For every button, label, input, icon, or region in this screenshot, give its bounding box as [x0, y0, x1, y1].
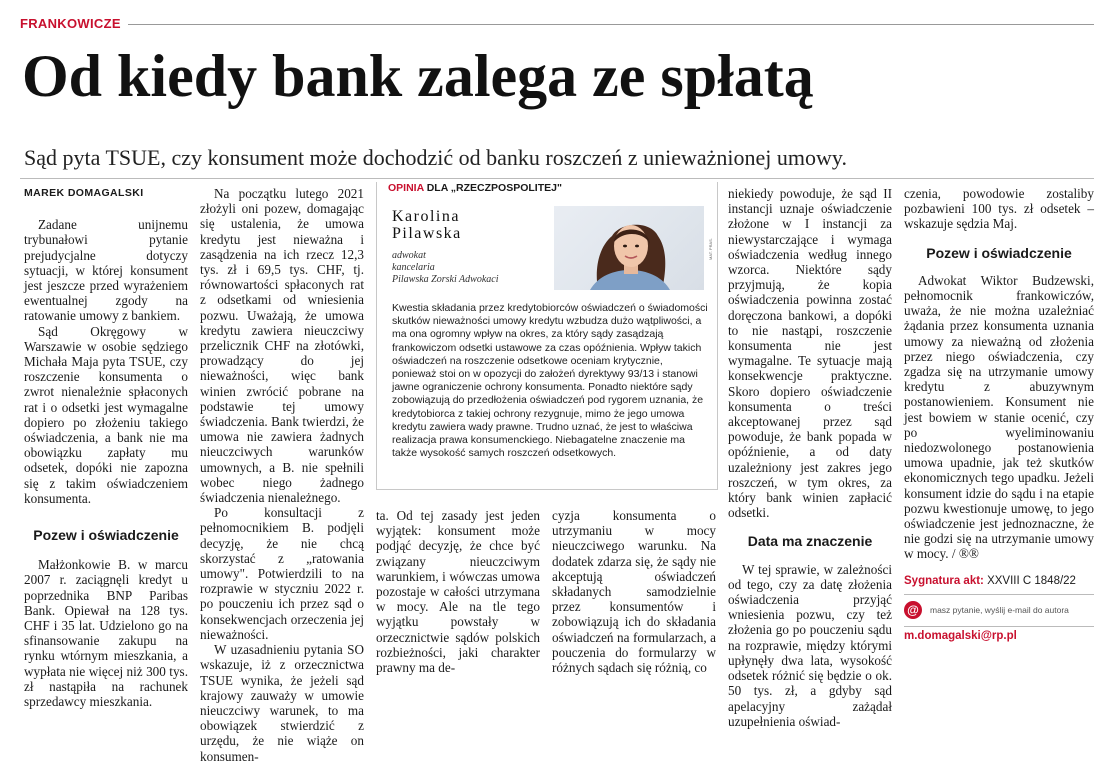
contact-note: masz pytanie, wyślij e-mail do autora: [930, 605, 1069, 615]
paragraph: niekiedy powoduje, że sąd II instancji uznaje oświadczenie złożone w I instancji za niewystarczające i wymaga oświadczenia według innego wzorca. Niektóre sądy przyjmują, że kopia oświadczenia powinna zostać doręczona bankowi, a dopóki to nie nastąpi, roszczenie konsumenta nie jest wymagalne. Te sytuacje mają konsekwencje praktyczne. Skoro dopiero oświadczenie konsumenta o treści akceptowanej przez sąd powoduje, że bank popada w opóźnienie, a od daty uzależniony jest zakres jego roszczeń, w tym okres, za który bank winien zapłacić odsetki.: [728, 186, 892, 521]
case-signature: Sygnatura akt: XXVIII C 1848/22: [904, 574, 1076, 587]
paragraph: ta. Od tej zasady jest jeden wyjątek: konsument może podjąć decyzję, że chce być związany nieuczciwym warunkiem, i wówczas umowa pozostaje w całości utrzymana w mocy. Ale na tle tego wyjątku powstały w orzecznictwie sądów polskich rozbieżności, jaki charakter prawny ma de-: [376, 508, 540, 676]
headline: Od kiedy bank zalega ze spłatą: [22, 43, 814, 109]
paragraph: Po konsultacji z pełnomocnikiem B. podjęli decyzję, że nie chcą skorzystać z „ratowania umowy". Potwierdzili to na rozprawie w styczniu 2022 r. po pouczeniu ich przez sąd o konsekwencjach orzeczenia jej nieważności.: [200, 505, 364, 642]
column-1: [24, 186, 188, 709]
opinion-author-name: Karolina Pilawska: [392, 208, 462, 242]
column-3: [376, 508, 540, 675]
paragraph: W tej sprawie, w zależności od tego, czy za datę złożenia oświadczenia przyjąć wniesienia pozwu, czy też złożenia go po pouczeniu sądu na rozprawie, między którymi upłynęły dwa lata, wysokość odsetek różnić się będzie o ok. 50 tys. zł, a gdyby sąd apelacyjny zażądał uzupełnienia oświad-: [728, 561, 892, 729]
at-sign-icon: @: [904, 601, 922, 619]
top-rule: [128, 24, 1094, 25]
section-subhead: Pozew i oświadczenie: [33, 527, 179, 544]
contact-bottom-rule: [904, 626, 1094, 627]
opinion-text: Kwestia składania przez kredytobiorców oświadczeń o świadomości skutków nieważności umowy kredytu wzbudza dużo wątpliwości, a ma ona ogromny wpływ na okres, za który sądy zasądzają frankowiczom odsetki ustawowe za czas opóźnienia. Wpływ takich oświadczeń na roszczenie odsetkowe oceniam krytycznie, ponieważ stoi on w opozycji do założeń dyrektywy 93/13 i stanowi jawne ograniczenie ochrony konsumenta. Ponadto niektóre sądy zobowiązują do przedłożenia oświadczeń pod rygorem uznania, że kredytobiorca z takiej ochrony rezygnuje, mimo że jego umowa kredytu zawiera wady prawne. Trudno uznać, że jest to właściwa realizacja prawa konsumenckiego. Niebagatelne znaczenie ma także wysokość samych roszczeń odsetkowych.: [392, 302, 708, 460]
paragraph: Małżonkowie B. w marcu 2007 r. zaciągnęli kredyt u poprzednika BNP Paribas Bank. Opiewał na 128 tys. CHF i 35 lat. Udzielono go na sfinansowanie zakupu na rynku wtórnym mieszkania, a wypłata nie więcej niż 300 tys. zł nastąpiła na rachunek sprzedawcy mieszkania.: [24, 557, 188, 710]
author-email[interactable]: m.domagalski@rp.pl: [904, 630, 1017, 642]
paragraph: Sąd Okręgowy w Warszawie w osobie sędziego Michała Maja pyta TSUE, czy roszczenie konsumenta o zwrot nienależnie spłaconych rat i o odsetki jest wymagalne dopiero po złożeniu takiego oświadczenia, a bank nie ma obowiązku zapłaty mu odsetek, dopóki nie zapozna się z takim oświadczeniem konsumenta.: [24, 323, 188, 506]
contact-row: [904, 597, 1094, 623]
section-subhead: Data ma znaczenie: [747, 533, 873, 550]
opinion-author-role: adwokat kancelaria Pilawska Zorski Adwokaci: [392, 250, 499, 285]
column-5: [728, 186, 892, 729]
paragraph: W uzasadnieniu pytania SO wskazuje, iż z orzecznictwa TSUE wynika, że jeżeli sąd krajowy zauważy w umowie nieuczciwy warunek, to ma obowiązek stwierdzić z urzędu, że nie wiąże on konsumen-: [200, 642, 364, 764]
section-label: FRANKOWICZE: [20, 16, 121, 31]
paragraph: cyzja konsumenta o utrzymaniu w mocy nieuczciwego warunku. Na dodatek zdarza się, że sądy nie akceptują oświadczeń składanych samodzielnie przez konsumentów i zobowiązują ich do składania oświadczeń na formularzach, a pouczenia do formularzy w różnych sądach się różnią, co: [552, 508, 716, 676]
paragraph: czenia, powodowie zostaliby pozbawieni 100 tys. zł odsetek – wskazuje sędzia Maj.: [904, 186, 1094, 232]
section-subhead: Pozew i oświadczenie: [926, 244, 1072, 261]
author-photo: [554, 206, 704, 290]
column-4: [552, 508, 716, 675]
paragraph: Na początku lutego 2021 złożyli oni pozew, domagając się ustalenia, że umowa kredytu jest nieważna i zasądzenia na ich rzecz 12,3 tys. zł i 69,5 tys. CHF, tj. równowartości spłaconych rat z odsetkami od wniesienia pozwu. Uważają, że umowa kredytu zawiera nieuczciwy przelicznik CHF na złotówki, prowadzący do jej nieważności, więc bank winien zwrócić pobrane na podstawie tej umowy świadczenia. Bank twierdzi, że umowa nie zawiera żadnych nieuczciwych warunków umownych, a B. nie spełnili wobec niego żadnego świadczenia nienależnego.: [200, 186, 364, 506]
column-2: [200, 186, 364, 764]
photo-credit: MAT. PRAS.: [708, 238, 713, 260]
column-6: [904, 186, 1094, 589]
end-mark: / ®®: [951, 546, 979, 562]
lead-paragraph: Zadane unijnemu trybunałowi pytanie prejudycjalne dotyczy sytuacji, w której konsument jest jeszcze przed wyrażeniem ewentualnej zgody na ratowanie umowy z bankiem.: [24, 217, 188, 324]
subheadline: Sąd pyta TSUE, czy konsument może dochodzić od banku roszczeń z unieważnionej umowy.: [24, 145, 847, 170]
subheadline-rule: [20, 178, 1094, 179]
contact-top-rule: [904, 594, 1094, 595]
opinion-label: OPINIA DLA „RZECZPOSPOLITEJ": [388, 182, 562, 194]
paragraph: Adwokat Wiktor Budzewski, pełnomocnik frankowiczów, uważa, że nie można uzależniać żądania przez konsumenta uznania umowy za nieważną od złożenia przez niego oświadczenia, czy zgadza się na utrzymanie umowy kredytu z abuzywnym postanowieniem. Konsument nie jest bowiem w stanie ocenić, czy po wyeliminowaniu niedozwolonego postanowienia umowa upadnie, jak też skutków ekonomicznych tego upadku. Jeżeli konsument idzie do sądu i na etapie pozwu kwestionuje umowę, to jego oświadczenie jest jednoznaczne, że nie godzi się na utrzymanie umowy w mocy. / ®®: [904, 272, 1094, 562]
author-byline: MAREK DOMAGALSKI: [24, 187, 144, 199]
